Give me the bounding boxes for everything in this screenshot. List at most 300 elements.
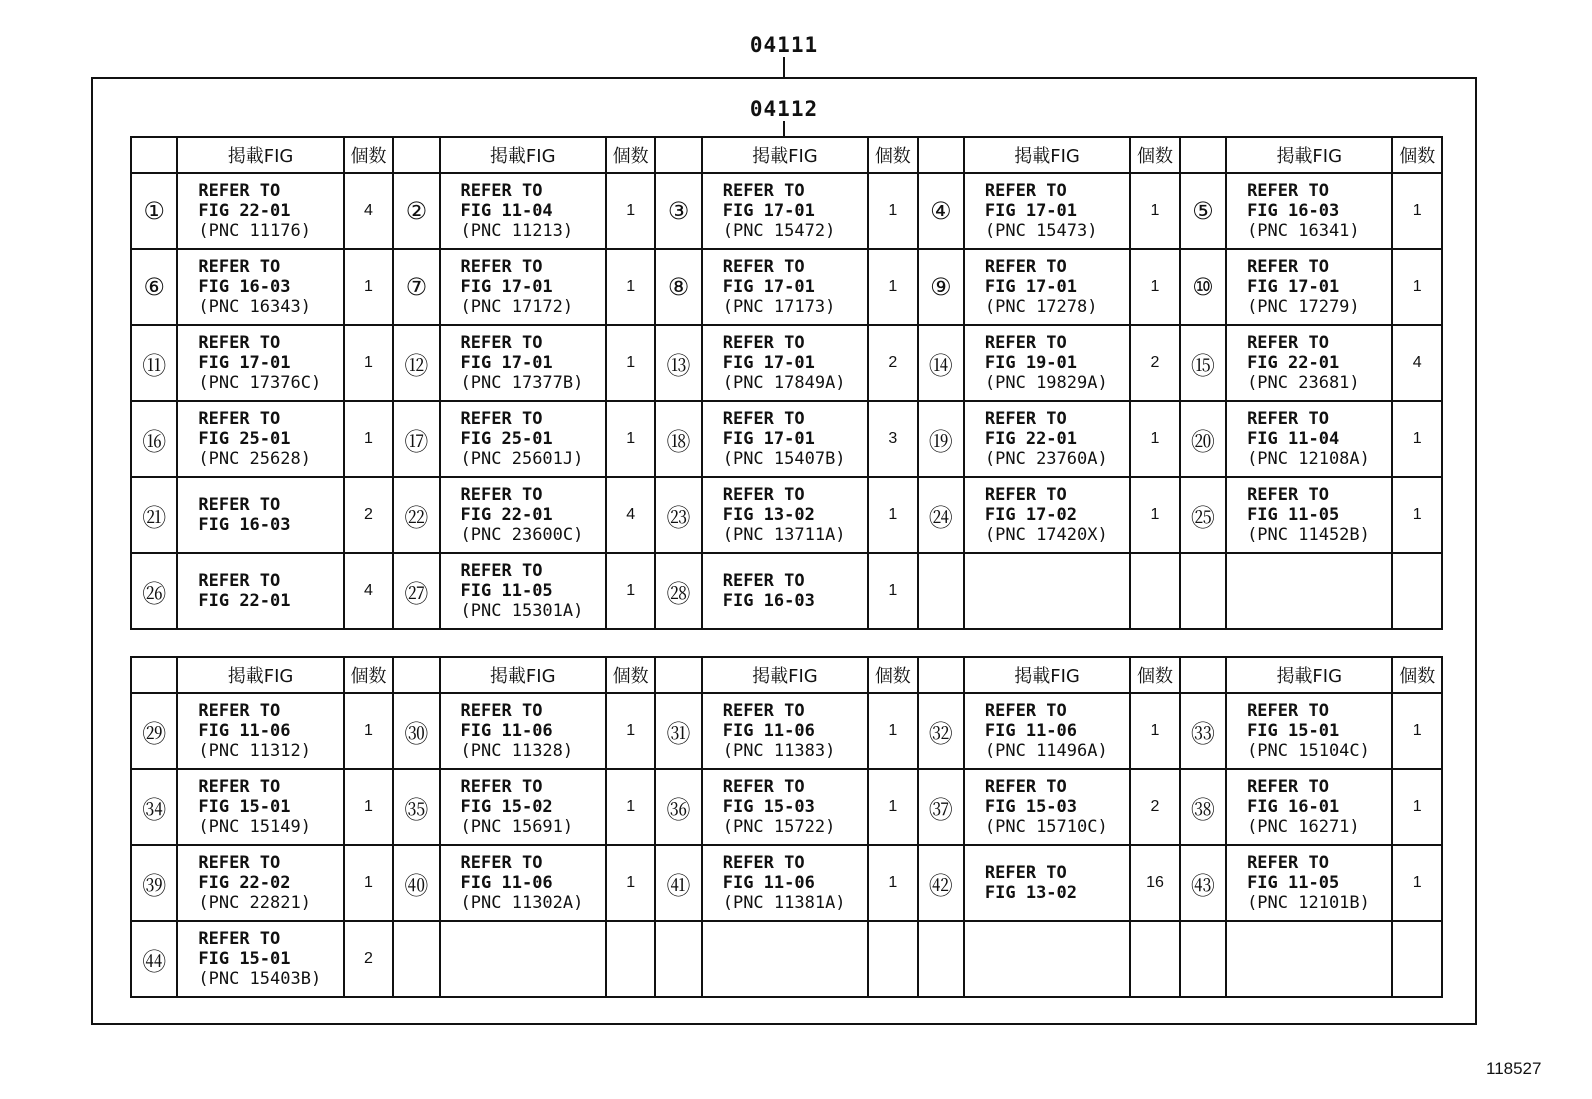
fig-number: FIG 17-02 [984, 505, 1078, 525]
pnc-code: (PNC 15403B) [198, 969, 322, 989]
item-number: ⑮ [1180, 325, 1226, 401]
header-fig: 掲載FIG [1226, 137, 1392, 173]
refer-to-text: REFER TO [984, 863, 1067, 883]
fig-reference [702, 693, 868, 769]
quantity: 1 [868, 249, 917, 325]
fig-reference [964, 325, 1130, 401]
item-number: ㊶ [655, 845, 701, 921]
pnc-code: (PNC 15407B) [722, 449, 846, 469]
quantity: 1 [868, 553, 917, 629]
header-num [918, 137, 964, 173]
fig-number: FIG 13-02 [984, 883, 1078, 903]
refer-to-text: REFER TO [722, 853, 805, 873]
item-number: ⑥ [131, 249, 177, 325]
fig-reference [964, 553, 1130, 629]
item-number [1180, 553, 1226, 629]
header-fig: 掲載FIG [440, 657, 606, 693]
header-num [131, 137, 177, 173]
fig-reference [440, 921, 606, 997]
fig-reference [964, 477, 1130, 553]
item-number [1180, 921, 1226, 997]
refer-to-text: REFER TO [984, 181, 1067, 201]
pnc-code: (PNC 11176) [198, 221, 311, 241]
quantity: 1 [344, 769, 393, 845]
item-number: ① [131, 173, 177, 249]
fig-number: FIG 15-01 [198, 797, 291, 817]
fig-number: FIG 16-03 [1247, 201, 1340, 221]
quantity: 1 [606, 249, 655, 325]
fig-number: FIG 16-03 [198, 277, 291, 297]
pnc-code: (PNC 15722) [722, 817, 836, 837]
refer-to-text: REFER TO [984, 409, 1067, 429]
fig-number: FIG 11-06 [198, 721, 291, 741]
fig-reference [1226, 401, 1392, 477]
header-num [655, 657, 701, 693]
fig-reference [440, 769, 606, 845]
table-row [131, 553, 1442, 629]
parts-table-1 [130, 136, 1443, 630]
fig-reference [440, 325, 606, 401]
pnc-code: (PNC 12101B) [1247, 893, 1370, 913]
fig-number: FIG 15-02 [460, 797, 553, 817]
fig-reference [440, 477, 606, 553]
item-number: ㉞ [131, 769, 177, 845]
header-qty: 個数 [344, 657, 393, 693]
quantity [1130, 553, 1179, 629]
quantity [1392, 921, 1442, 997]
fig-reference [177, 325, 343, 401]
refer-to-text: REFER TO [460, 409, 543, 429]
quantity: 1 [344, 325, 393, 401]
fig-reference [177, 553, 343, 629]
table-row [131, 845, 1442, 921]
pnc-code: (PNC 17376C) [198, 373, 322, 393]
fig-number: FIG 15-01 [1247, 721, 1340, 741]
fig-number: FIG 22-01 [1247, 353, 1340, 373]
item-number: ㉘ [655, 553, 701, 629]
pnc-code: (PNC 16343) [198, 297, 311, 317]
header-num [1180, 657, 1226, 693]
pnc-code: (PNC 19829A) [984, 373, 1108, 393]
quantity: 1 [606, 325, 655, 401]
fig-reference [1226, 693, 1392, 769]
item-number: ⑩ [1180, 249, 1226, 325]
pnc-code: (PNC 11213) [460, 221, 574, 241]
refer-to-text: REFER TO [198, 571, 281, 591]
fig-reference [177, 401, 343, 477]
illustration-number: 118527 [1486, 1059, 1542, 1078]
header-num [918, 657, 964, 693]
item-number: ㊳ [1180, 769, 1226, 845]
item-number: ㊵ [393, 845, 439, 921]
item-number: ㊲ [918, 769, 964, 845]
refer-to-text: REFER TO [460, 701, 543, 721]
fig-reference [1226, 845, 1392, 921]
item-number: ㉗ [393, 553, 439, 629]
item-number: ㉜ [918, 693, 964, 769]
fig-number: FIG 17-01 [460, 277, 553, 297]
pnc-code: (PNC 23600C) [460, 525, 584, 545]
pnc-code: (PNC 13711A) [722, 525, 846, 545]
header-qty: 個数 [868, 137, 917, 173]
refer-to-text: REFER TO [722, 333, 805, 353]
header-fig: 掲載FIG [1226, 657, 1392, 693]
refer-to-text: REFER TO [460, 181, 543, 201]
item-number: ② [393, 173, 439, 249]
pnc-code: (PNC 11452B) [1247, 525, 1370, 545]
pnc-code: (PNC 17279) [1247, 297, 1360, 317]
quantity: 1 [1130, 477, 1179, 553]
fig-reference [440, 173, 606, 249]
quantity: 4 [606, 477, 655, 553]
fig-number: FIG 15-03 [984, 797, 1078, 817]
fig-reference [177, 173, 343, 249]
quantity: 1 [606, 769, 655, 845]
quantity [606, 921, 655, 997]
fig-number: FIG 11-05 [1247, 873, 1340, 893]
header-fig: 掲載FIG [440, 137, 606, 173]
quantity: 1 [1130, 173, 1179, 249]
quantity: 2 [1130, 325, 1179, 401]
fig-reference [702, 173, 868, 249]
fig-number: FIG 11-06 [722, 873, 815, 893]
quantity: 1 [1392, 477, 1442, 553]
fig-number: FIG 22-01 [198, 591, 291, 611]
item-number: ㉖ [131, 553, 177, 629]
parts-table-2 [130, 656, 1443, 998]
pnc-code: (PNC 16341) [1247, 221, 1360, 241]
quantity: 1 [868, 173, 917, 249]
refer-to-text: REFER TO [198, 409, 281, 429]
quantity: 1 [1392, 173, 1442, 249]
quantity: 1 [1130, 249, 1179, 325]
table-row [131, 249, 1442, 325]
fig-number: FIG 22-01 [460, 505, 553, 525]
item-number: ㊷ [918, 845, 964, 921]
table-row [131, 921, 1442, 997]
header-fig: 掲載FIG [702, 657, 868, 693]
fig-reference [177, 693, 343, 769]
pnc-code: (PNC 16271) [1247, 817, 1360, 837]
fig-reference [1226, 249, 1392, 325]
fig-reference [1226, 769, 1392, 845]
refer-to-text: REFER TO [198, 853, 281, 873]
pnc-code: (PNC 17849A) [722, 373, 846, 393]
quantity [868, 921, 917, 997]
fig-reference [702, 553, 868, 629]
item-number: ㉓ [655, 477, 701, 553]
table-row [131, 173, 1442, 249]
item-number: ⑲ [918, 401, 964, 477]
fig-number: FIG 25-01 [198, 429, 291, 449]
fig-number: FIG 17-01 [984, 277, 1078, 297]
refer-to-text: REFER TO [460, 257, 543, 277]
header-qty: 個数 [1392, 137, 1442, 173]
header-fig: 掲載FIG [964, 657, 1130, 693]
item-number: ⑭ [918, 325, 964, 401]
item-number: ㉝ [1180, 693, 1226, 769]
refer-to-text: REFER TO [722, 485, 805, 505]
quantity [1392, 553, 1442, 629]
item-number: ㉒ [393, 477, 439, 553]
pnc-code: (PNC 15473) [984, 221, 1098, 241]
fig-reference [440, 553, 606, 629]
header-qty: 個数 [344, 137, 393, 173]
quantity: 2 [1130, 769, 1179, 845]
pnc-code: (PNC 25628) [198, 449, 311, 469]
quantity: 1 [1392, 769, 1442, 845]
refer-to-text: REFER TO [722, 571, 805, 591]
inner-leader-line [783, 121, 785, 137]
item-number: ⑤ [1180, 173, 1226, 249]
table-row [131, 769, 1442, 845]
item-number: ⑫ [393, 325, 439, 401]
item-number: ⑪ [131, 325, 177, 401]
fig-number: FIG 11-06 [722, 721, 815, 741]
quantity: 1 [868, 845, 917, 921]
outer-assembly-code: 04111 [749, 33, 819, 57]
item-number: ㊹ [131, 921, 177, 997]
refer-to-text: REFER TO [984, 485, 1067, 505]
fig-number: FIG 17-01 [722, 353, 815, 373]
refer-to-text: REFER TO [198, 257, 281, 277]
refer-to-text: REFER TO [722, 409, 805, 429]
quantity: 2 [868, 325, 917, 401]
fig-number: FIG 11-06 [984, 721, 1078, 741]
quantity: 1 [868, 693, 917, 769]
pnc-code: (PNC 15691) [460, 817, 574, 837]
fig-number: FIG 11-05 [1247, 505, 1340, 525]
table-row [131, 693, 1442, 769]
refer-to-text: REFER TO [460, 333, 543, 353]
pnc-code: (PNC 11312) [198, 741, 311, 761]
header-num [393, 137, 439, 173]
item-number: ⑨ [918, 249, 964, 325]
table-row [131, 401, 1442, 477]
refer-to-text: REFER TO [722, 257, 805, 277]
pnc-code: (PNC 15104C) [1247, 741, 1370, 761]
item-number: ⑬ [655, 325, 701, 401]
fig-number: FIG 11-06 [460, 721, 553, 741]
fig-number: FIG 15-03 [722, 797, 815, 817]
fig-reference [702, 921, 868, 997]
quantity: 1 [1130, 693, 1179, 769]
pnc-code: (PNC 17377B) [460, 373, 584, 393]
refer-to-text: REFER TO [984, 701, 1067, 721]
header-num [655, 137, 701, 173]
pnc-code: (PNC 11328) [460, 741, 574, 761]
fig-number: FIG 17-01 [722, 277, 815, 297]
quantity: 1 [344, 845, 393, 921]
item-number: ④ [918, 173, 964, 249]
fig-number: FIG 25-01 [460, 429, 553, 449]
fig-number: FIG 22-01 [198, 201, 291, 221]
refer-to-text: REFER TO [460, 853, 543, 873]
pnc-code: (PNC 12108A) [1247, 449, 1370, 469]
refer-to-text: REFER TO [1247, 333, 1329, 353]
item-number [655, 921, 701, 997]
item-number: ㊴ [131, 845, 177, 921]
refer-to-text: REFER TO [460, 561, 543, 581]
quantity: 1 [1392, 401, 1442, 477]
refer-to-text: REFER TO [1247, 257, 1329, 277]
fig-reference [964, 693, 1130, 769]
refer-to-text: REFER TO [460, 485, 543, 505]
header-qty: 個数 [868, 657, 917, 693]
fig-reference [177, 249, 343, 325]
pnc-code: (PNC 17278) [984, 297, 1098, 317]
quantity [1130, 921, 1179, 997]
item-number: ⑦ [393, 249, 439, 325]
header-num [131, 657, 177, 693]
refer-to-text: REFER TO [722, 777, 805, 797]
refer-to-text: REFER TO [198, 777, 281, 797]
pnc-code: (PNC 17173) [722, 297, 836, 317]
fig-reference [964, 173, 1130, 249]
item-number: ⑧ [655, 249, 701, 325]
item-number: ㉑ [131, 477, 177, 553]
fig-number: FIG 16-01 [1247, 797, 1340, 817]
item-number: ③ [655, 173, 701, 249]
fig-number: FIG 17-01 [722, 201, 815, 221]
quantity: 1 [606, 173, 655, 249]
pnc-code: (PNC 11381A) [722, 893, 846, 913]
quantity: 4 [344, 553, 393, 629]
item-number: ㊸ [1180, 845, 1226, 921]
quantity: 1 [868, 477, 917, 553]
fig-number: FIG 11-04 [1247, 429, 1340, 449]
refer-to-text: REFER TO [198, 181, 281, 201]
item-number: ⑱ [655, 401, 701, 477]
pnc-code: (PNC 15710C) [984, 817, 1108, 837]
quantity: 2 [344, 921, 393, 997]
table-header-row [131, 137, 1442, 173]
header-qty: 個数 [1392, 657, 1442, 693]
fig-reference [702, 477, 868, 553]
header-qty: 個数 [606, 137, 655, 173]
fig-number: FIG 13-02 [722, 505, 815, 525]
quantity: 1 [344, 249, 393, 325]
quantity: 1 [344, 693, 393, 769]
fig-reference [177, 921, 343, 997]
quantity: 2 [344, 477, 393, 553]
quantity: 1 [1392, 693, 1442, 769]
fig-reference [702, 325, 868, 401]
pnc-code: (PNC 11302A) [460, 893, 584, 913]
quantity: 1 [606, 401, 655, 477]
fig-number: FIG 22-01 [984, 429, 1078, 449]
fig-reference [177, 769, 343, 845]
quantity: 16 [1130, 845, 1179, 921]
fig-number: FIG 22-02 [198, 873, 291, 893]
fig-reference [177, 477, 343, 553]
fig-reference [440, 401, 606, 477]
quantity: 4 [344, 173, 393, 249]
quantity: 1 [606, 693, 655, 769]
item-number: ㉔ [918, 477, 964, 553]
header-fig: 掲載FIG [177, 657, 343, 693]
item-number [918, 921, 964, 997]
refer-to-text: REFER TO [1247, 181, 1329, 201]
pnc-code: (PNC 17420X) [984, 525, 1108, 545]
refer-to-text: REFER TO [984, 257, 1067, 277]
fig-reference [177, 845, 343, 921]
table-header-row [131, 657, 1442, 693]
item-number: ⑯ [131, 401, 177, 477]
quantity: 3 [868, 401, 917, 477]
refer-to-text: REFER TO [1247, 409, 1329, 429]
fig-reference [1226, 173, 1392, 249]
fig-number: FIG 16-03 [198, 515, 291, 535]
fig-number: FIG 11-04 [460, 201, 553, 221]
pnc-code: (PNC 15149) [198, 817, 311, 837]
fig-reference [1226, 325, 1392, 401]
pnc-code: (PNC 11496A) [984, 741, 1108, 761]
fig-number: FIG 19-01 [984, 353, 1078, 373]
pnc-code: (PNC 23760A) [984, 449, 1108, 469]
quantity: 1 [344, 401, 393, 477]
refer-to-text: REFER TO [1247, 701, 1329, 721]
fig-number: FIG 11-05 [460, 581, 553, 601]
refer-to-text: REFER TO [1247, 777, 1329, 797]
table-row [131, 325, 1442, 401]
pnc-code: (PNC 23681) [1247, 373, 1360, 393]
header-qty: 個数 [1130, 657, 1179, 693]
refer-to-text: REFER TO [1247, 485, 1329, 505]
fig-number: FIG 15-01 [198, 949, 291, 969]
refer-to-text: REFER TO [722, 701, 805, 721]
item-number [918, 553, 964, 629]
quantity: 1 [606, 845, 655, 921]
quantity: 1 [1130, 401, 1179, 477]
fig-reference [964, 845, 1130, 921]
fig-number: FIG 17-01 [1247, 277, 1340, 297]
fig-number: FIG 17-01 [722, 429, 815, 449]
pnc-code: (PNC 25601J) [460, 449, 584, 469]
refer-to-text: REFER TO [198, 333, 281, 353]
refer-to-text: REFER TO [984, 777, 1067, 797]
fig-reference [440, 249, 606, 325]
header-fig: 掲載FIG [177, 137, 343, 173]
quantity: 1 [1392, 249, 1442, 325]
header-fig: 掲載FIG [702, 137, 868, 173]
quantity: 1 [1392, 845, 1442, 921]
fig-reference [964, 921, 1130, 997]
item-number: ㉙ [131, 693, 177, 769]
refer-to-text: REFER TO [722, 181, 805, 201]
item-number: ⑳ [1180, 401, 1226, 477]
fig-reference [964, 249, 1130, 325]
item-number: ㉕ [1180, 477, 1226, 553]
header-qty: 個数 [606, 657, 655, 693]
fig-reference [1226, 553, 1392, 629]
fig-reference [702, 401, 868, 477]
header-fig: 掲載FIG [964, 137, 1130, 173]
pnc-code: (PNC 22821) [198, 893, 311, 913]
pnc-code: (PNC 15301A) [460, 601, 584, 621]
item-number: ⑰ [393, 401, 439, 477]
fig-reference [702, 769, 868, 845]
fig-reference [702, 249, 868, 325]
fig-reference [964, 401, 1130, 477]
refer-to-text: REFER TO [198, 929, 281, 949]
refer-to-text: REFER TO [984, 333, 1067, 353]
fig-reference [702, 845, 868, 921]
quantity: 1 [606, 553, 655, 629]
fig-number: FIG 17-01 [984, 201, 1078, 221]
item-number: ㉛ [655, 693, 701, 769]
outer-leader-line [783, 57, 785, 78]
